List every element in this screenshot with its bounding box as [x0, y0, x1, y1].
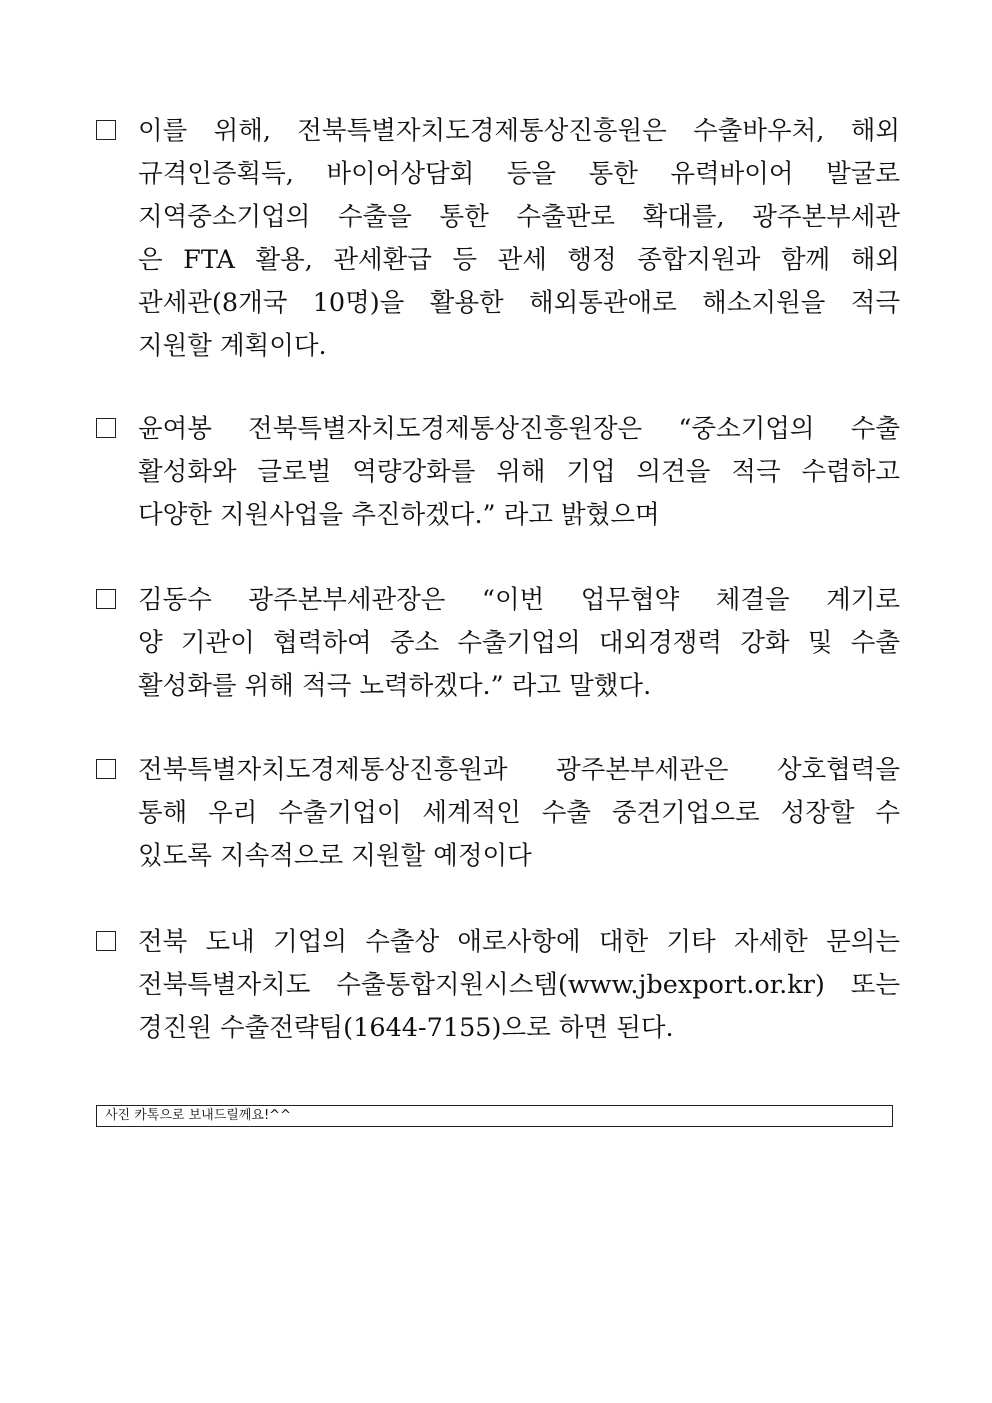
- paragraph-line: 있도록 지속적으로 지원할 예정이다: [138, 841, 532, 871]
- paragraph-4: [96, 749, 900, 878]
- paragraph-3: [96, 579, 900, 708]
- paragraph-line: 은 FTA 활용, 관세환급 등 관세 행정 종합지원과 함께 해외: [138, 245, 900, 275]
- paragraph-line: 전북특별자치도 수출통합지원시스템(www.jbexport.or.kr) 또는: [138, 970, 900, 1000]
- paragraph-line: 이를 위해, 전북특별자치도경제통상진흥원은 수출바우처, 해외: [138, 116, 900, 146]
- paragraph-line: 지역중소기업의 수출을 통한 수출판로 확대를, 광주본부세관: [138, 202, 900, 232]
- paragraph-line: 윤여봉 전북특별자치도경제통상진흥원장은 “중소기업의 수출: [138, 414, 900, 444]
- paragraph-5: [96, 921, 900, 1050]
- paragraph-1: [96, 110, 900, 368]
- paragraph-line: 규격인증획득, 바이어상담회 등을 통한 유력바이어 발굴로: [138, 159, 900, 189]
- paragraph-line: 경진원 수출전략팀(1644-7155)으로 하면 된다.: [138, 1013, 674, 1043]
- paragraph-line: 지원할 계획이다.: [138, 331, 327, 361]
- paragraph-line: 김동수 광주본부세관장은 “이번 업무협약 체결을 계기로: [138, 585, 900, 615]
- paragraph-line: 전북특별자치도경제통상진흥원과 광주본부세관은 상호협력을: [138, 755, 900, 785]
- paragraph-2: [96, 408, 900, 537]
- paragraph-line: 양 기관이 협력하여 중소 수출기업의 대외경쟁력 강화 및 수출: [138, 628, 900, 658]
- paragraph-line: 활성화를 위해 적극 노력하겠다.” 라고 말했다.: [138, 671, 652, 701]
- paragraph-line: 통해 우리 수출기업이 세계적인 수출 중견기업으로 성장할 수: [138, 798, 900, 828]
- paragraph-line: 다양한 지원사업을 추진하겠다.” 라고 밝혔으며: [138, 500, 660, 530]
- paragraph-line: 전북 도내 기업의 수출상 애로사항에 대한 기타 자세한 문의는: [138, 927, 900, 957]
- paragraph-line: 활성화와 글로벌 역량강화를 위해 기업 의견을 적극 수렴하고: [138, 457, 900, 487]
- paragraph-line: 관세관(8개국 10명)을 활용한 해외통관애로 해소지원을 적극: [138, 288, 900, 318]
- photo-caption-text: 사진 카톡으로 보내드릴께요!^^: [105, 1108, 291, 1123]
- photo-caption-box: [96, 1105, 893, 1127]
